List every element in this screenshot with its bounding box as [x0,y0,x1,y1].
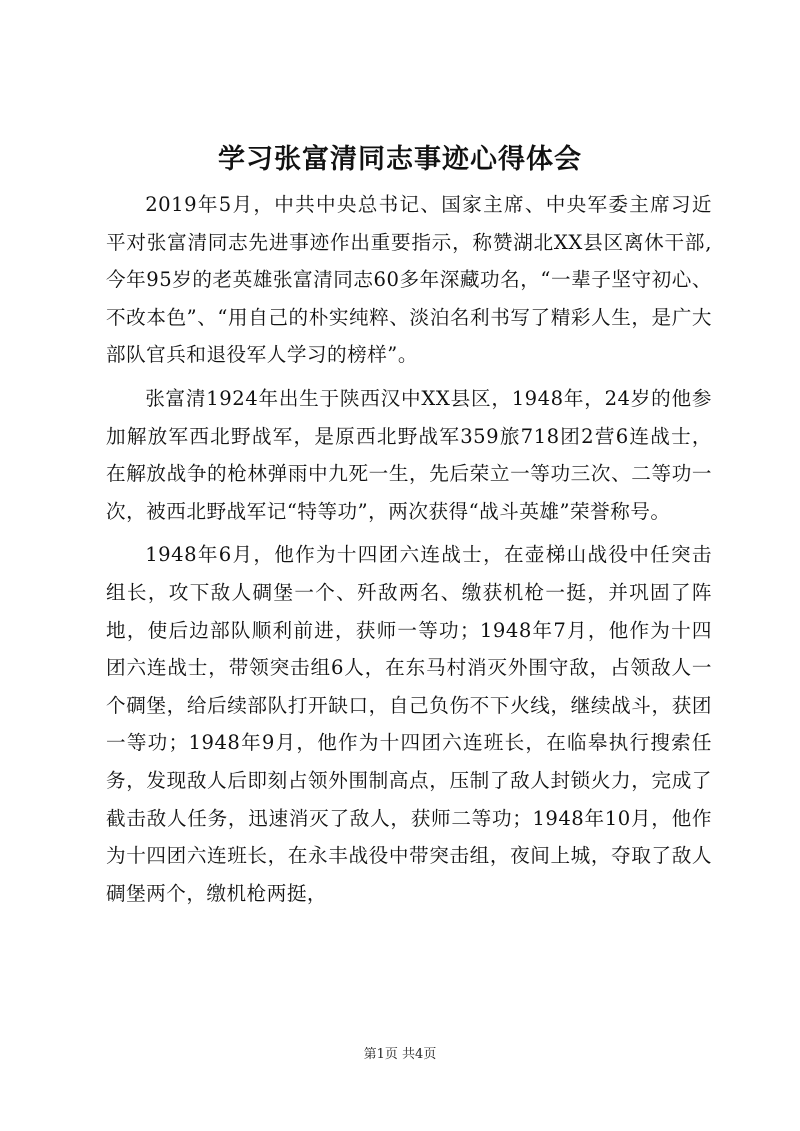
document-body [106,186,712,918]
paragraph-3: 1948年6月，他作为十四团六连战士，在壶梯山战役中任突击组长，攻下敌人碉堡一个、歼敌两名、缴获机枪一挺，并巩固了阵地，使后边部队顺利前进，获师一等功；1948年7月，他作为十四团六连战士，带领突击组6人，在东马村消灭外围守敌，占领敌人一个碉堡，给后续部队打开缺口，自己负伤不下火线，继续战斗，获团一等功；1948年9月，他作为十四团六连班长，在临皋执行搜索任务，发现敌人后即刻占领外围制高点，压制了敌人封锁火力，完成了截击敌人任务，迅速消灭了敌人，获师二等功；1948年10月，他作为十四团六连班长，在永丰战役中带突击组，夜间上城，夺取了敌人碉堡两个，缴机枪两挺， [106,543,712,905]
paragraph-1: 2019年5月，中共中央总书记、国家主席、中央军委主席习近平对张富清同志先进事迹作出重要指示，称赞湖北XX县区离休干部,今年95岁的老英雄张富清同志60多年深藏功名，“一辈子坚守初心、不改本色”、“用自己的朴实纯粹、淡泊名利书写了精彩人生，是广大部队官兵和退役军人学习的榜样”。 [106,193,712,367]
document-title: 学习张富清同志事迹心得体会 [218,144,582,175]
paragraph-2: 张富清1924年出生于陕西汉中XX县区，1948年，24岁的他参加解放军西北野战军，是原西北野战军359旅718团2营6连战士，在解放战争的枪林弹雨中九死一生，先后荣立一等功三次、二等功一次，被西北野战军记“特等功”，两次获得“战斗英雄”荣誉称号。 [106,386,712,523]
page-footer: 第1页 共4页 [363,1047,437,1062]
